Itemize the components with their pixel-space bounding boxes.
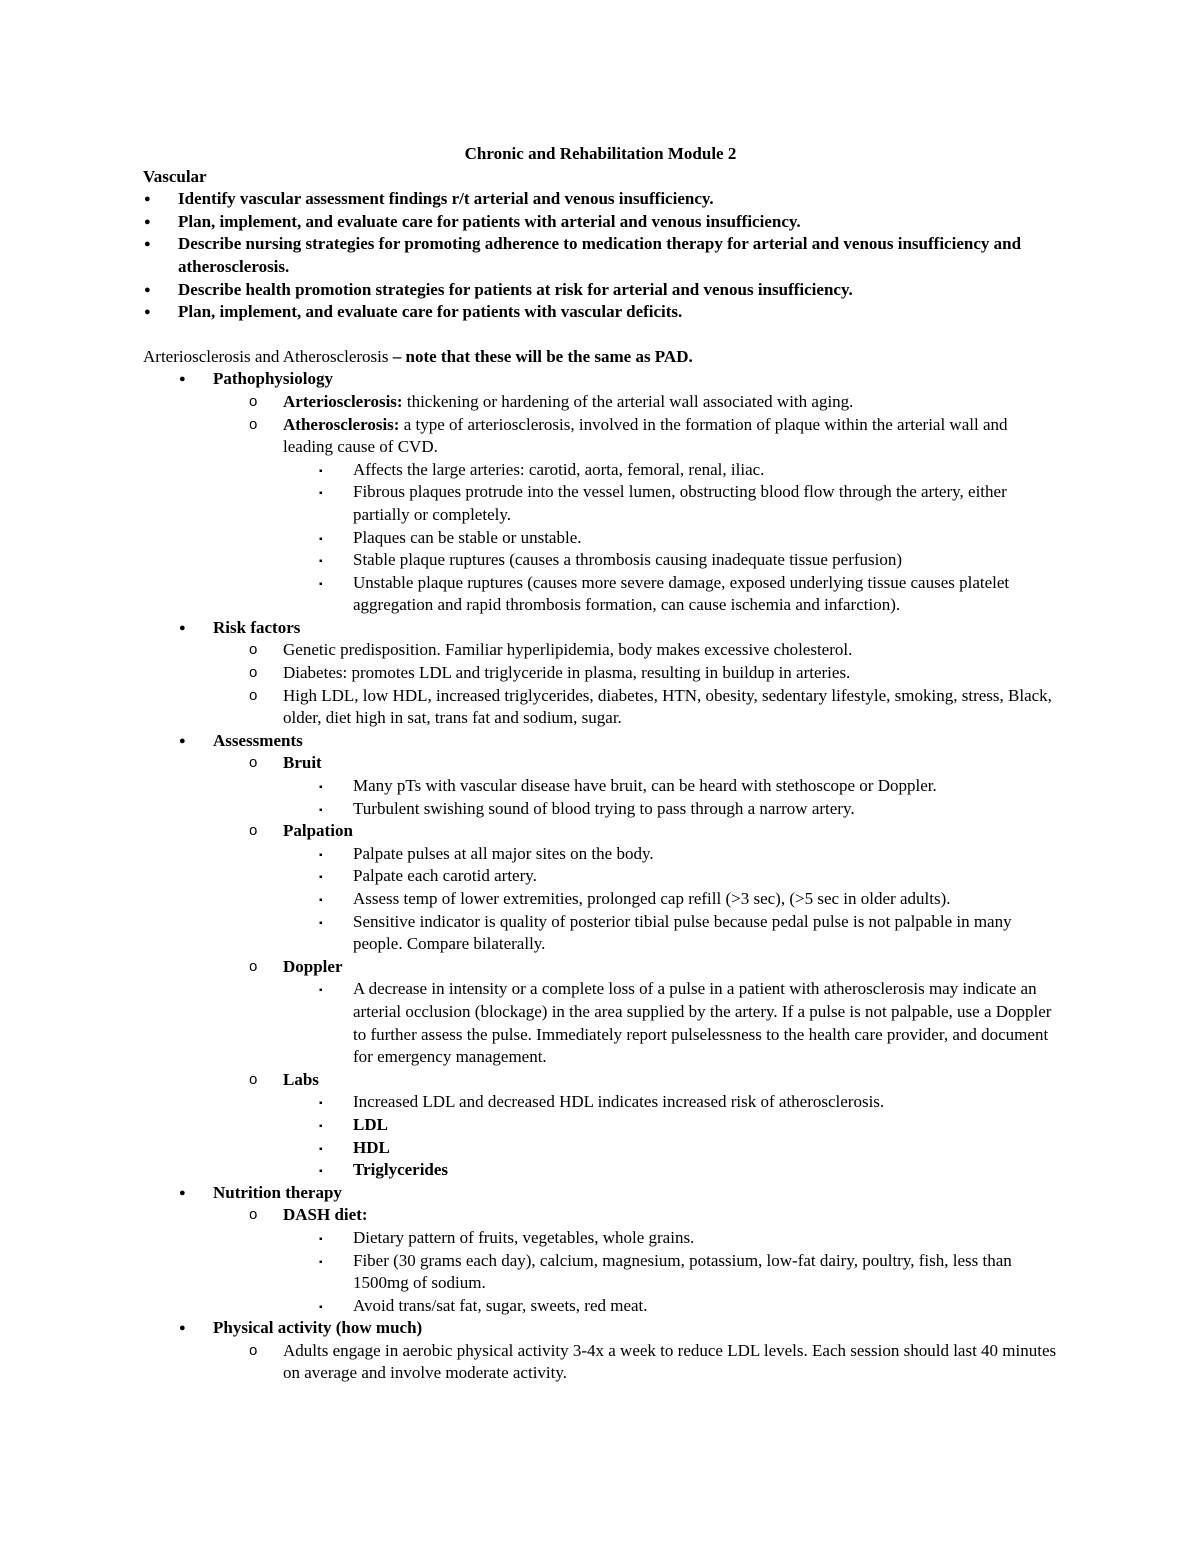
bullet-circle-icon: o [249,641,258,659]
sublist [213,1204,1058,1317]
bullet-circle-icon: o [249,1206,258,1224]
list-item-palpation [213,820,1058,956]
list-item-text: Sensitive indicator is quality of posterior tibial pulse because pedal pulse is not palpable in many people. Compare bilaterally. [353,911,1012,954]
list-item-text: Genetic predisposition. Familiar hyperlipidemia, body makes excessive cholesterol. [283,640,853,660]
subheading: Palpation [283,821,353,841]
list-item-doppler [213,956,1058,1069]
bullet-circle-icon: o [249,392,258,410]
list-item-text: Affects the large arteries: carotid, aorta, femoral, renal, iliac. [353,459,765,479]
subheading: Doppler [283,956,343,976]
sublist [213,391,1058,617]
bullet-dot-icon: ● [179,734,186,747]
list-item [283,549,1058,572]
sublist [283,1227,1058,1317]
subheading: DASH diet: [283,1205,368,1225]
bullet-dot-icon: ● [179,1186,186,1199]
section-label: Vascular [143,166,207,186]
bullet-square-icon: ▪ [319,533,323,545]
list-item-text: Fibrous plaques protrude into the vessel lumen, obstructing blood flow through the artery, either partially or completely. [353,482,1007,524]
list-item [283,1114,1058,1137]
objective-item: ● Describe nursing strategies for promoting adherence to medication therapy for arterial and venous insufficiency and atherosclerosis. [143,233,1058,278]
sublist [213,1340,1058,1385]
outline-label: Physical activity (how much) [213,1318,423,1338]
topic-outline [143,368,1058,1385]
list-item-text: Fiber (30 grams each day), calcium, magnesium, potassium, low-fat dairy, poultry, fish, less than 1500mg of sodium. [353,1250,1012,1293]
sublist [213,752,1058,1181]
list-item-text: Dietary pattern of fruits, vegetables, whole grains. [353,1227,695,1247]
bullet-square-icon: ▪ [319,556,323,568]
definition: a type of arteriosclerosis, involved in the formation of plaque within the arterial wall and leading cause of CVD. [283,414,1008,457]
bullet-square-icon: ▪ [319,872,323,884]
sublist [213,639,1058,729]
bullet-square-icon: ▪ [319,1301,323,1313]
list-item-text: High LDL, low HDL, increased triglycerides, diabetes, HTN, obesity, sedentary lifestyle, smoking, stress, Black, older, diet high in sat, trans fat and sodium, sugar. [283,685,1052,728]
topic-heading-note: – note that these will be the same as PAD. [388,346,693,366]
lab-name: Triglycerides [353,1160,449,1180]
list-item [283,775,1058,798]
bullet-square-icon: ▪ [319,465,323,477]
objective-item: ● Describe health promotion strategies for patients at risk for arterial and venous insufficiency. [143,279,1058,302]
topic-heading-text: Arteriosclerosis and Atherosclerosis [143,346,389,366]
sublist [283,978,1058,1068]
bullet-square-icon: ▪ [319,1143,323,1155]
sublist [283,459,1058,617]
outline-item-physical-activity [143,1317,1058,1385]
objective-item: ● Identify vascular assessment findings r/t arterial and venous insufficiency. [143,188,1058,211]
outline-item-assessments [143,730,1058,1182]
list-item [283,798,1058,821]
bullet-square-icon: ▪ [319,782,323,794]
list-item-text: Assess temp of lower extremities, prolonged cap refill (>3 sec), (>5 sec in older adults). [353,889,951,908]
list-item-text: Avoid trans/sat fat, sugar, sweets, red meat. [353,1295,648,1315]
lab-name: HDL [353,1137,390,1157]
objective-item: ● Plan, implement, and evaluate care for patients with arterial and venous insufficiency. [143,211,1058,234]
bullet-circle-icon: o [249,822,258,840]
list-item [283,1250,1058,1295]
bullet-square-icon: ▪ [319,985,323,997]
list-item-dash [213,1204,1058,1317]
document-page [143,143,1058,1385]
subheading: Bruit [283,753,322,773]
list-item-text: Turbulent swishing sound of blood trying to pass through a narrow artery. [353,798,855,818]
list-item-text: Unstable plaque ruptures (causes more severe damage, exposed underlying tissue causes platelet aggregation and rapid thrombosis formation, can cause ischemia and infarction). [353,572,1010,615]
objective-item: ● Plan, implement, and evaluate care for patients with vascular deficits. [143,301,1058,324]
bullet-square-icon: ▪ [319,488,323,500]
bullet-dot-icon: ● [179,373,186,386]
bullet-circle-icon: o [249,686,258,704]
list-item-bruit [213,752,1058,820]
list-item [283,1295,1058,1318]
topic-heading [143,346,1058,369]
document-title: Chronic and Rehabilitation Module 2 [464,144,737,163]
list-item [283,978,1058,1068]
list-item [283,1137,1058,1160]
bullet-circle-icon: o [249,1070,258,1088]
list-item-text: Many pTs with vascular disease have bruit, can be heard with stethoscope or Doppler. [353,776,937,796]
objectives-list [143,188,1058,324]
bullet-square-icon: ▪ [319,1166,323,1178]
list-item [213,662,1058,685]
bullet-square-icon: ▪ [319,804,323,816]
list-item-text: Stable plaque ruptures (causes a thrombosis causing inadequate tissue perfusion) [353,550,903,570]
subheading: Labs [283,1069,319,1089]
list-item [213,685,1058,730]
list-item-text: A decrease in intensity or a complete loss of a pulse in a patient with atherosclerosis may indicate an arterial occlusion (blockage) in the area supplied by the artery. If a pulse is not palpable, use a Doppler to further assess the pulse. Immediately report pulselessness to the health care provider, and document for emergency management. [353,979,1052,1067]
list-item [283,1159,1058,1182]
bullet-circle-icon: o [249,415,258,433]
list-item [283,843,1058,866]
list-item [283,888,1058,911]
term: Arteriosclerosis: [283,391,403,411]
list-item-text: Diabetes: promotes LDL and triglyceride in plasma, resulting in buildup in arteries. [283,663,851,683]
bullet-square-icon: ▪ [319,849,323,861]
outline-item-pathophysiology [143,368,1058,617]
bullet-square-icon: ▪ [319,1256,323,1268]
bullet-circle-icon: o [249,1341,258,1359]
list-item [283,459,1058,482]
outline-item-nutrition [143,1182,1058,1318]
sublist [283,775,1058,820]
definition: thickening or hardening of the arterial wall associated with aging. [402,391,854,411]
bullet-circle-icon: o [249,664,258,682]
bullet-square-icon: ▪ [319,895,323,906]
sublist [283,1091,1058,1181]
bullet-square-icon: ▪ [319,917,323,929]
list-item-text: Adults engage in aerobic physical activity 3-4x a week to reduce LDL levels. Each session should last 40 minutes on average and involve moderate activity. [283,1340,1057,1383]
list-item [283,1227,1058,1250]
list-item-labs [213,1069,1058,1182]
list-item-text: Plaques can be stable or unstable. [353,527,582,547]
list-item-text: Palpate each carotid artery. [353,866,537,886]
list-item [283,481,1058,526]
list-item [213,1340,1058,1385]
outline-label: Pathophysiology [213,369,333,389]
outline-label: Assessments [213,730,303,750]
list-item [283,572,1058,617]
bullet-dot-icon: ● [179,1322,186,1335]
outline-label: Nutrition therapy [213,1182,342,1202]
bullet-square-icon: ▪ [319,1098,323,1110]
list-item [283,527,1058,550]
bullet-square-icon: ▪ [319,1120,323,1132]
list-item [283,865,1058,888]
bullet-dot-icon: ● [179,621,186,634]
bullet-square-icon: ▪ [319,1233,323,1245]
sublist [283,843,1058,956]
list-item [283,911,1058,956]
list-item [283,1091,1058,1114]
bullet-square-icon: ▪ [319,578,323,590]
bullet-circle-icon: o [249,957,258,975]
list-item-text: Palpate pulses at all major sites on the body. [353,843,654,863]
outline-label: Risk factors [213,617,301,637]
term: Atherosclerosis: [283,414,400,434]
list-item [213,639,1058,662]
bullet-circle-icon: o [249,754,258,772]
lab-name: LDL [353,1114,388,1134]
list-item-text: Increased LDL and decreased HDL indicates increased risk of atherosclerosis. [353,1092,885,1112]
outline-item-risk-factors [143,617,1058,730]
list-item [213,391,1058,414]
list-item [213,414,1058,617]
